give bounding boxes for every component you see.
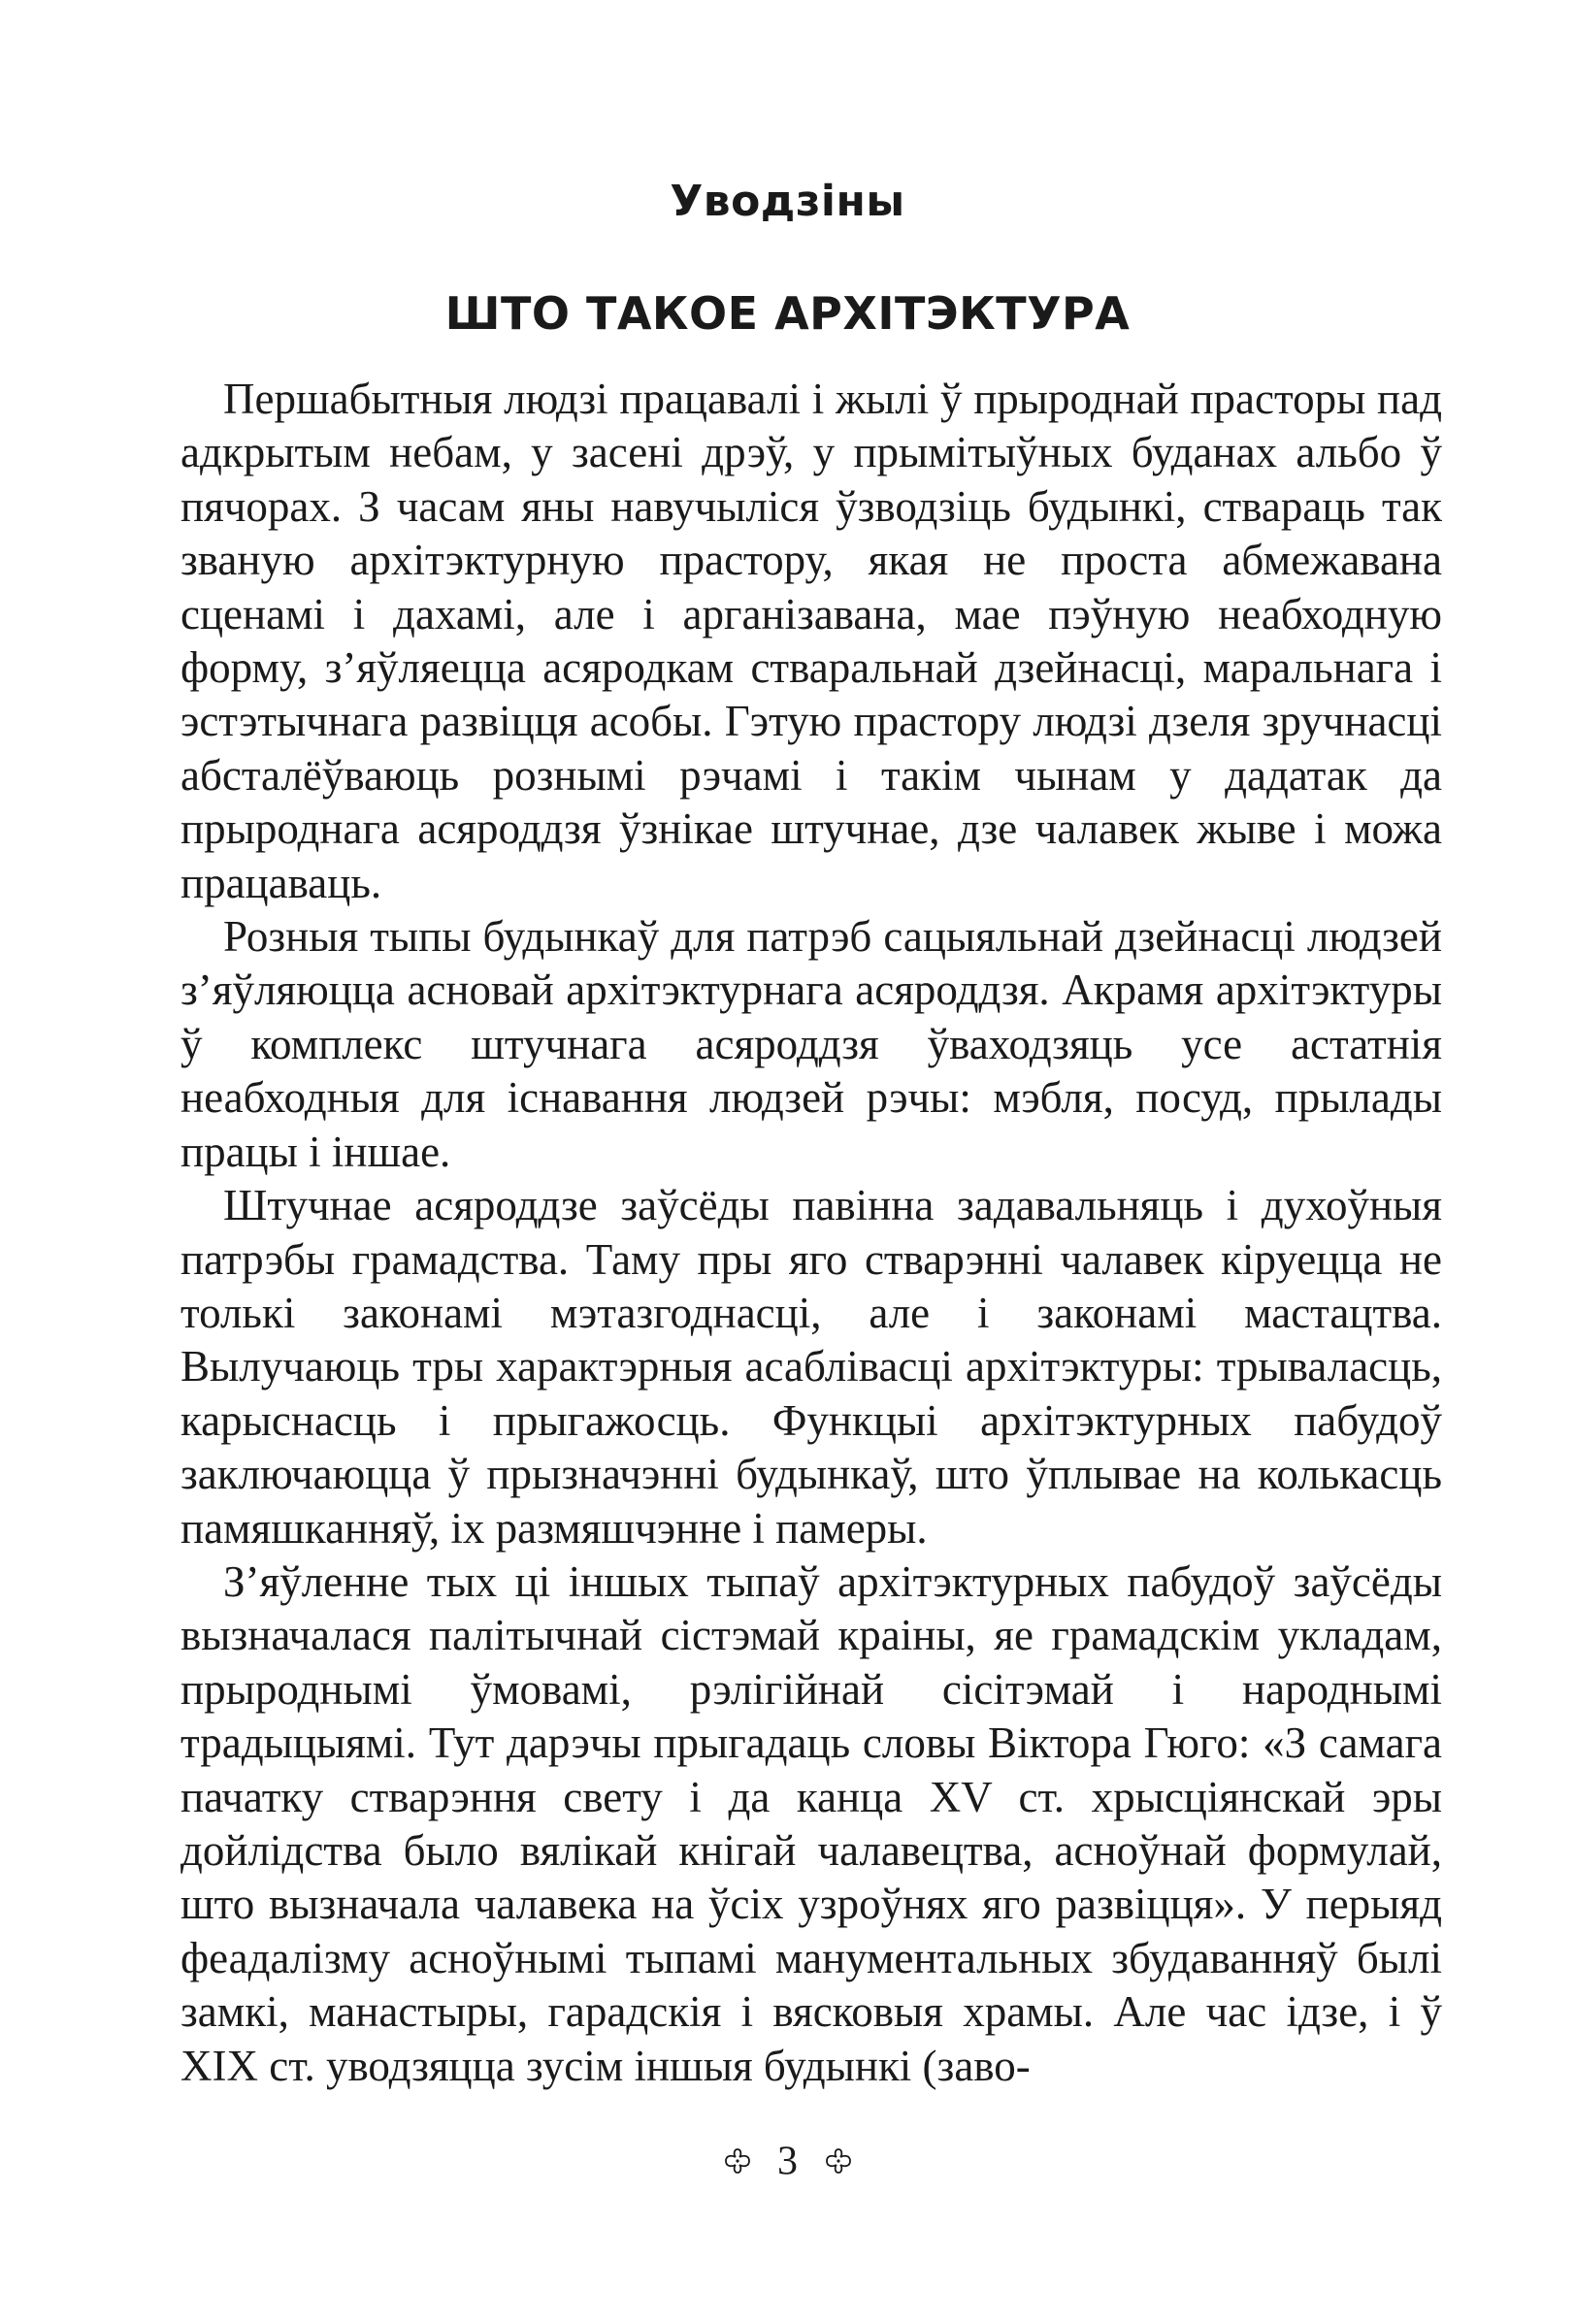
paragraph: Розныя тыпы будынкаў для патрэб сацыяльнай дзейнасці людзей з’яўляюцца асновай архітэктурнага асяроддзя. Акрамя архітэктуры ў комплекс штучнага асяроддзя ўваходзяць усе астатнія неабходныя для існавання людзей рэчы: мэбля, посуд, прылады працы і іншае. (180, 912, 1442, 1176)
body-text (180, 373, 1442, 2093)
section-title: Уводзіны (670, 177, 905, 226)
paragraph: Штучнае асяроддзе заўсёды павінна задавальняць і духоўныя патрэбы грамадства. Таму пры яго стварэнні чалавек кіруецца не толькі законамі мэтазгоднасці, але і законамі мастацтва. Вылучаюць тры характэрныя асаблівасці архітэктуры: трываласць, карыснасць і прыгажосць. Функцыі архітэктурных пабудоў заключаюцца ў прызначэнні будынкаў, што ўплывае на колькасць памяшканняў, іх размяшчэнне і памеры. (180, 1181, 1442, 1553)
flower-ornament-icon (723, 2146, 752, 2176)
page-footer (0, 2135, 1575, 2184)
paragraph: Першабытныя людзі працавалі і жылі ў прыроднай прасторы пад адкрытым небам, у засені дрэў, у прымітыўных буданах альбо ў пячорах. З часам яны навучыліся ўзводзіць будынкі, ствараць так званую архітэктурную прастору, якая не проста абмежавана сценамі і дахамі, але і арганізавана, мае пэўную неабходную форму, з’яўляецца асяродкам стваральнай дзейнасці, маральнага і эстэтычнага развіцця асобы. Гэтую прастору людзі дзеля зручнасці абсталёўваюць рознымі рэчамі і такім чынам у дадатак да прыроднага асяроддзя ўзнікае штучнае, дзе чалавек жыве і можа працаваць. (180, 375, 1442, 907)
flower-ornament-icon (824, 2146, 853, 2176)
paragraph: З’яўленне тых ці іншых тыпаў архітэктурных пабудоў заўсёды вызначалася палітычнай сістэмай краіны, яе грамадскім укладам, прыроднымі ўмовамі, рэлігійнай сісітэмай і народнымі традыцыямі. Тут дарэчы прыгадаць словы Віктора Гюго: «З самага пачатку стварэння свету і да канца XV ст. хрысціянскай эры дойлідства было вялікай кнігай чалавецтва, асноўнай формулай, што вызначала чалавека на ўсіх узроўнях яго развіцця». У перыяд феадалізму асноўнымі тыпамі манументальных збудаванняў былі замкі, манастыры, гарадскія і вясковыя храмы. Але час ідзе, і ў XIX ст. уводзяцца зусім іншыя будынкі (заво- (180, 1556, 1442, 2090)
page-number: 3 (777, 2139, 798, 2184)
chapter-title: ШТО ТАКОЕ АРХІТЭКТУРА (444, 287, 1131, 340)
